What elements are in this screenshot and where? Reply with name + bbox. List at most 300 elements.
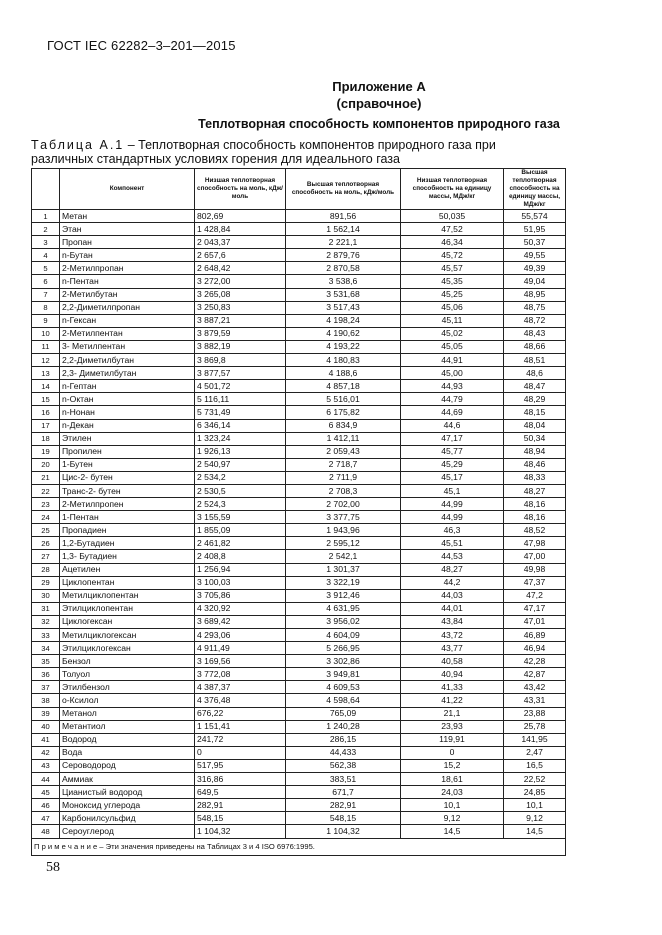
component-name: Цис-2- бутен [60,471,195,484]
higher-mass-value: 48,15 [504,406,566,419]
table-row [32,524,566,537]
table-row [32,393,566,406]
lower-molar-value: 548,15 [195,812,286,825]
higher-mass-value: 48,66 [504,340,566,353]
lower-mass-value: 45,51 [401,537,504,550]
higher-mass-value: 48,52 [504,524,566,537]
row-number: 3 [32,236,60,249]
component-name: Аммиак [60,773,195,786]
row-number: 11 [32,340,60,353]
higher-mass-value: 23,88 [504,707,566,720]
lower-molar-value: 2 534,2 [195,471,286,484]
lower-molar-value: 2 657,6 [195,249,286,262]
higher-molar-value: 1 301,37 [286,563,401,576]
higher-molar-value: 2 870,58 [286,262,401,275]
lower-mass-value: 50,035 [401,210,504,223]
table-row [32,484,566,497]
table-row [32,589,566,602]
higher-molar-value: 4 631,95 [286,602,401,615]
row-number: 22 [32,484,60,497]
lower-mass-value: 119,91 [401,733,504,746]
lower-molar-value: 2 461,82 [195,537,286,550]
row-number: 15 [32,393,60,406]
table-note-row [32,838,566,855]
table-row [32,720,566,733]
row-number: 36 [32,668,60,681]
higher-mass-value: 24,85 [504,786,566,799]
component-name: Сероуглерод [60,825,195,838]
component-name: Пропан [60,236,195,249]
lower-mass-value: 0 [401,746,504,759]
row-number: 32 [32,615,60,628]
table-row [32,236,566,249]
component-name: 2-Метилпентан [60,327,195,340]
lower-molar-value: 3 879,59 [195,327,286,340]
higher-mass-value: 48,33 [504,471,566,484]
lower-mass-value: 45,57 [401,262,504,275]
table-row [32,812,566,825]
row-number: 38 [32,694,60,707]
higher-mass-value: 49,98 [504,563,566,576]
lower-mass-value: 44,2 [401,576,504,589]
higher-molar-value: 3 531,68 [286,288,401,301]
lower-molar-value: 3 877,57 [195,367,286,380]
lower-molar-value: 2 648,42 [195,262,286,275]
higher-molar-value: 3 949,81 [286,668,401,681]
component-name: Метанол [60,707,195,720]
higher-mass-value: 47,17 [504,602,566,615]
table-row [32,249,566,262]
table-row [32,498,566,511]
component-name: n-Декан [60,419,195,432]
component-name: Этилен [60,432,195,445]
component-name: 2-Метилпропан [60,262,195,275]
higher-mass-value: 46,94 [504,642,566,655]
higher-mass-value: 48,16 [504,498,566,511]
lower-mass-value: 10,1 [401,799,504,812]
component-name: Пропадиен [60,524,195,537]
table-row [32,733,566,746]
component-name: Этилциклогексан [60,642,195,655]
header-lower-molar: Низшая теплотворная способность на моль, кДж/моль [195,169,286,210]
row-number: 42 [32,746,60,759]
lower-mass-value: 40,58 [401,655,504,668]
higher-molar-value: 383,51 [286,773,401,786]
higher-mass-value: 22,52 [504,773,566,786]
higher-mass-value: 50,34 [504,432,566,445]
component-name: 1-Бутен [60,458,195,471]
higher-molar-value: 3 302,86 [286,655,401,668]
component-name: n-Гептан [60,380,195,393]
lower-mass-value: 44,79 [401,393,504,406]
component-name: Водород [60,733,195,746]
table-row [32,642,566,655]
table-row [32,314,566,327]
row-number: 33 [32,629,60,642]
component-name: Вода [60,746,195,759]
higher-molar-value: 1 240,28 [286,720,401,733]
higher-mass-value: 48,6 [504,367,566,380]
lower-molar-value: 1 428,84 [195,223,286,236]
higher-mass-value: 49,04 [504,275,566,288]
header-number [32,169,60,210]
lower-molar-value: 3 250,83 [195,301,286,314]
component-name: Этилциклопентан [60,602,195,615]
row-number: 45 [32,786,60,799]
table-row [32,327,566,340]
lower-mass-value: 47,52 [401,223,504,236]
higher-molar-value: 671,7 [286,786,401,799]
lower-molar-value: 3 689,42 [195,615,286,628]
lower-mass-value: 47,17 [401,432,504,445]
higher-mass-value: 2,47 [504,746,566,759]
lower-mass-value: 40,94 [401,668,504,681]
component-name: Метантиол [60,720,195,733]
component-name: Метилциклопентан [60,589,195,602]
higher-molar-value: 3 377,75 [286,511,401,524]
table-caption-text: – Теплотворная способность компонентов природного газа при различных стандартных условиях горения для идеального газа [31,138,496,166]
row-number: 12 [32,354,60,367]
component-name: n-Бутан [60,249,195,262]
table-row [32,694,566,707]
appendix-heading: Теплотворная способность компонентов природного газа [198,117,560,131]
lower-molar-value: 4 376,48 [195,694,286,707]
higher-mass-value: 42,87 [504,668,566,681]
component-name: Циклогексан [60,615,195,628]
lower-mass-value: 41,22 [401,694,504,707]
row-number: 25 [32,524,60,537]
row-number: 16 [32,406,60,419]
row-number: 39 [32,707,60,720]
component-name: Ацетилен [60,563,195,576]
component-name: n-Пентан [60,275,195,288]
row-number: 43 [32,759,60,772]
row-number: 9 [32,314,60,327]
lower-mass-value: 41,33 [401,681,504,694]
higher-mass-value: 51,95 [504,223,566,236]
table-row [32,340,566,353]
lower-molar-value: 649,5 [195,786,286,799]
header-higher-mass: Высшая теплотворная способность на единицу массы, МДж/кг [504,169,566,210]
lower-molar-value: 517,95 [195,759,286,772]
lower-molar-value: 0 [195,746,286,759]
row-number: 24 [32,511,60,524]
lower-mass-value: 44,99 [401,511,504,524]
higher-molar-value: 3 956,02 [286,615,401,628]
table-row [32,799,566,812]
lower-molar-value: 676,22 [195,707,286,720]
lower-molar-value: 3 882,19 [195,340,286,353]
component-name: Сероводород [60,759,195,772]
lower-molar-value: 3 100,03 [195,576,286,589]
component-name: 2,3- Диметилбутан [60,367,195,380]
row-number: 7 [32,288,60,301]
table-row [32,746,566,759]
row-number: 13 [32,367,60,380]
row-number: 8 [32,301,60,314]
row-number: 37 [32,681,60,694]
appendix-subtitle: (справочное) [336,96,422,111]
higher-molar-value: 1 104,32 [286,825,401,838]
row-number: 44 [32,773,60,786]
higher-molar-value: 1 562,14 [286,223,401,236]
lower-mass-value: 45,25 [401,288,504,301]
lower-mass-value: 43,77 [401,642,504,655]
component-name: Транс-2- бутен [60,484,195,497]
higher-molar-value: 2 595,12 [286,537,401,550]
higher-mass-value: 48,95 [504,288,566,301]
lower-molar-value: 4 911,49 [195,642,286,655]
lower-molar-value: 4 293,06 [195,629,286,642]
row-number: 6 [32,275,60,288]
table-row [32,759,566,772]
lower-molar-value: 1 104,32 [195,825,286,838]
higher-molar-value: 4 188,6 [286,367,401,380]
row-number: 46 [32,799,60,812]
lower-mass-value: 48,27 [401,563,504,576]
component-name: n-Нонан [60,406,195,419]
lower-mass-value: 43,84 [401,615,504,628]
higher-molar-value: 4 604,09 [286,629,401,642]
table-row [32,563,566,576]
row-number: 10 [32,327,60,340]
higher-mass-value: 55,574 [504,210,566,223]
lower-molar-value: 4 501,72 [195,380,286,393]
lower-molar-value: 3 869,8 [195,354,286,367]
row-number: 48 [32,825,60,838]
higher-molar-value: 765,09 [286,707,401,720]
higher-mass-value: 47,00 [504,550,566,563]
lower-molar-value: 282,91 [195,799,286,812]
higher-molar-value: 3 912,46 [286,589,401,602]
component-name: Моноксид углерода [60,799,195,812]
higher-mass-value: 48,16 [504,511,566,524]
row-number: 4 [32,249,60,262]
lower-mass-value: 44,99 [401,498,504,511]
table-header-row [32,169,566,210]
lower-mass-value: 45,00 [401,367,504,380]
row-number: 30 [32,589,60,602]
table-row [32,288,566,301]
page-number: 58 [46,860,60,875]
higher-molar-value: 6 834,9 [286,419,401,432]
component-name: 1-Пентан [60,511,195,524]
component-name: Метилциклогексан [60,629,195,642]
component-name: Бензол [60,655,195,668]
table-row [32,537,566,550]
higher-mass-value: 49,55 [504,249,566,262]
table-row [32,262,566,275]
row-number: 26 [32,537,60,550]
table-note: П р и м е ч а н и е – Эти значения приведены на Таблицах 3 и 4 ISO 6976:1995. [32,838,566,855]
higher-molar-value: 44,433 [286,746,401,759]
table-row [32,576,566,589]
lower-molar-value: 2 408,8 [195,550,286,563]
table-row [32,406,566,419]
higher-mass-value: 46,89 [504,629,566,642]
higher-molar-value: 4 198,24 [286,314,401,327]
lower-molar-value: 2 524,3 [195,498,286,511]
row-number: 17 [32,419,60,432]
table-label: Таблица А.1 [31,138,125,152]
lower-mass-value: 14,5 [401,825,504,838]
row-number: 34 [32,642,60,655]
lower-molar-value: 6 346,14 [195,419,286,432]
row-number: 31 [32,602,60,615]
higher-mass-value: 47,37 [504,576,566,589]
lower-mass-value: 24,03 [401,786,504,799]
row-number: 14 [32,380,60,393]
lower-mass-value: 45,17 [401,471,504,484]
lower-mass-value: 15,2 [401,759,504,772]
table-row [32,511,566,524]
higher-mass-value: 16,5 [504,759,566,772]
row-number: 1 [32,210,60,223]
lower-mass-value: 45,35 [401,275,504,288]
component-name: Пропилен [60,445,195,458]
higher-mass-value: 48,47 [504,380,566,393]
lower-molar-value: 3 272,00 [195,275,286,288]
higher-molar-value: 286,15 [286,733,401,746]
component-name: n-Октан [60,393,195,406]
table-row [32,471,566,484]
higher-mass-value: 141,95 [504,733,566,746]
lower-molar-value: 1 926,13 [195,445,286,458]
table-row [32,445,566,458]
row-number: 27 [32,550,60,563]
lower-mass-value: 9,12 [401,812,504,825]
higher-mass-value: 49,39 [504,262,566,275]
lower-mass-value: 45,11 [401,314,504,327]
component-name: 2-Метилбутан [60,288,195,301]
table-row [32,629,566,642]
table-row [32,655,566,668]
higher-mass-value: 47,98 [504,537,566,550]
row-number: 20 [32,458,60,471]
component-name: Этилбензол [60,681,195,694]
component-name: 2,2-Диметилпропан [60,301,195,314]
lower-molar-value: 802,69 [195,210,286,223]
higher-molar-value: 2 708,3 [286,484,401,497]
row-number: 41 [32,733,60,746]
header-component: Компонент [60,169,195,210]
row-number: 29 [32,576,60,589]
lower-molar-value: 3 705,86 [195,589,286,602]
higher-molar-value: 4 180,83 [286,354,401,367]
higher-mass-value: 48,51 [504,354,566,367]
component-name: 1,3- Бутадиен [60,550,195,563]
lower-mass-value: 45,1 [401,484,504,497]
lower-molar-value: 5 116,11 [195,393,286,406]
lower-molar-value: 5 731,49 [195,406,286,419]
higher-mass-value: 14,5 [504,825,566,838]
table-row [32,458,566,471]
lower-mass-value: 44,69 [401,406,504,419]
higher-mass-value: 48,94 [504,445,566,458]
lower-molar-value: 2 530,5 [195,484,286,497]
lower-molar-value: 1 855,09 [195,524,286,537]
higher-mass-value: 25,78 [504,720,566,733]
lower-mass-value: 23,93 [401,720,504,733]
lower-mass-value: 46,34 [401,236,504,249]
higher-molar-value: 4 598,64 [286,694,401,707]
higher-mass-value: 10,1 [504,799,566,812]
lower-mass-value: 21,1 [401,707,504,720]
component-name: 1,2-Бутадиен [60,537,195,550]
row-number: 2 [32,223,60,236]
table-row [32,681,566,694]
row-number: 19 [32,445,60,458]
row-number: 35 [32,655,60,668]
component-name: 3- Метилпентан [60,340,195,353]
higher-mass-value: 43,31 [504,694,566,707]
higher-mass-value: 42,28 [504,655,566,668]
component-name: Метан [60,210,195,223]
table-row [32,354,566,367]
lower-mass-value: 45,02 [401,327,504,340]
row-number: 47 [32,812,60,825]
table-row [32,432,566,445]
table-row [32,773,566,786]
lower-molar-value: 1 151,41 [195,720,286,733]
table-row [32,419,566,432]
lower-mass-value: 44,53 [401,550,504,563]
higher-molar-value: 2 221,1 [286,236,401,249]
lower-mass-value: 44,03 [401,589,504,602]
lower-molar-value: 3 155,59 [195,511,286,524]
table-row [32,602,566,615]
table-row [32,550,566,563]
higher-molar-value: 3 538,6 [286,275,401,288]
row-number: 40 [32,720,60,733]
table-row [32,615,566,628]
lower-molar-value: 1 256,94 [195,563,286,576]
higher-mass-value: 48,27 [504,484,566,497]
table-row [32,825,566,838]
higher-molar-value: 282,91 [286,799,401,812]
lower-mass-value: 43,72 [401,629,504,642]
lower-molar-value: 3 772,08 [195,668,286,681]
higher-mass-value: 47,2 [504,589,566,602]
higher-molar-value: 2 542,1 [286,550,401,563]
higher-molar-value: 5 516,01 [286,393,401,406]
document-header: ГОСТ IEC 62282–3–201—2015 [47,38,236,53]
higher-molar-value: 3 517,43 [286,301,401,314]
higher-mass-value: 48,29 [504,393,566,406]
lower-molar-value: 4 320,92 [195,602,286,615]
higher-molar-value: 891,56 [286,210,401,223]
lower-mass-value: 44,93 [401,380,504,393]
higher-mass-value: 48,72 [504,314,566,327]
higher-molar-value: 2 879,76 [286,249,401,262]
component-name: n-Гексан [60,314,195,327]
higher-molar-value: 6 175,82 [286,406,401,419]
row-number: 23 [32,498,60,511]
table-caption [31,138,551,166]
table-row [32,380,566,393]
higher-molar-value: 5 266,95 [286,642,401,655]
higher-molar-value: 3 322,19 [286,576,401,589]
component-name: Толуол [60,668,195,681]
lower-molar-value: 1 323,24 [195,432,286,445]
lower-molar-value: 241,72 [195,733,286,746]
appendix-title: Приложение А [332,79,426,94]
row-number: 5 [32,262,60,275]
lower-molar-value: 3 265,08 [195,288,286,301]
higher-molar-value: 4 857,18 [286,380,401,393]
row-number: 21 [32,471,60,484]
higher-mass-value: 43,42 [504,681,566,694]
